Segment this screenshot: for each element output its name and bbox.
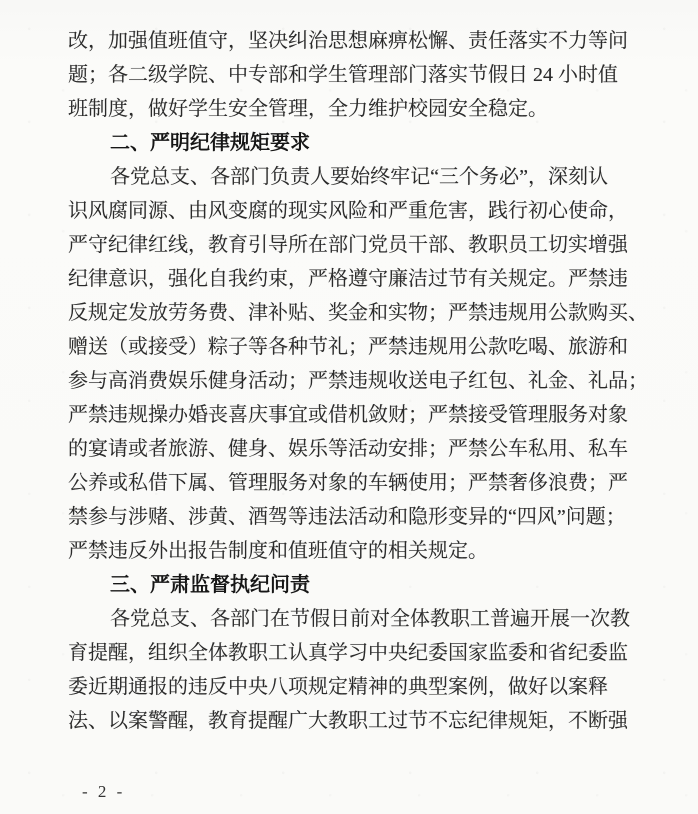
body-line: 法、以案警醒，教育提醒广大教职工过节不忘纪律规矩，不断强 xyxy=(68,710,628,732)
body-line: 赠送（或接受）粽子等各种节礼；严禁违规用公款吃喝、旅游和 xyxy=(68,336,628,358)
body-line: 委近期通报的违反中央八项规定精神的典型案例，做好以案释 xyxy=(68,676,608,698)
body-line: 的宴请或者旅游、健身、娱乐等活动安排；严禁公车私用、私车 xyxy=(68,438,628,460)
body-line: 反规定发放劳务费、津补贴、奖金和实物；严禁违规用公款购买、 xyxy=(68,302,648,324)
body-line: 严禁违规操办婚丧喜庆事宜或借机敛财；严禁接受管理服务对象 xyxy=(68,404,628,426)
body-line: 参与高消费娱乐健身活动；严禁违规收送电子红包、礼金、礼品； xyxy=(68,370,648,392)
body-line: 严禁违反外出报告制度和值班值守的相关规定。 xyxy=(68,540,488,562)
body-line: 题；各二级学院、中专部和学生管理部门落实节假日 24 小时值 xyxy=(68,64,618,86)
section-heading-3: 三、严肃监督执纪问责 xyxy=(110,574,310,596)
body-line: 严守纪律红线，教育引导所在部门党员干部、教职员工切实增强 xyxy=(68,234,628,256)
body-line: 公养或私借下属、管理服务对象的车辆使用；严禁奢侈浪费；严 xyxy=(68,472,628,494)
document-text-block xyxy=(68,24,648,738)
page-number: - 2 - xyxy=(82,782,126,801)
body-line: 各党总支、各部门在节假日前对全体教职工普遍开展一次教 xyxy=(110,608,630,630)
section-heading-2: 二、严明纪律规矩要求 xyxy=(110,132,310,154)
body-line: 班制度，做好学生安全管理，全力维护校园安全稳定。 xyxy=(68,98,548,120)
body-line: 识风腐同源、由风变腐的现实风险和严重危害，践行初心使命， xyxy=(68,200,628,222)
body-line: 禁参与涉赌、涉黄、酒驾等违法活动和隐形变异的“四风”问题； xyxy=(68,506,626,528)
body-line: 各党总支、各部门负责人要始终牢记“三个务必”，深刻认 xyxy=(110,166,608,188)
body-line: 纪律意识，强化自我约束，严格遵守廉洁过节有关规定。严禁违 xyxy=(68,268,628,290)
body-line: 改，加强值班值守，坚决纠治思想麻痹松懈、责任落实不力等问 xyxy=(68,30,628,52)
body-line: 育提醒，组织全体教职工认真学习中央纪委国家监委和省纪委监 xyxy=(68,642,628,664)
